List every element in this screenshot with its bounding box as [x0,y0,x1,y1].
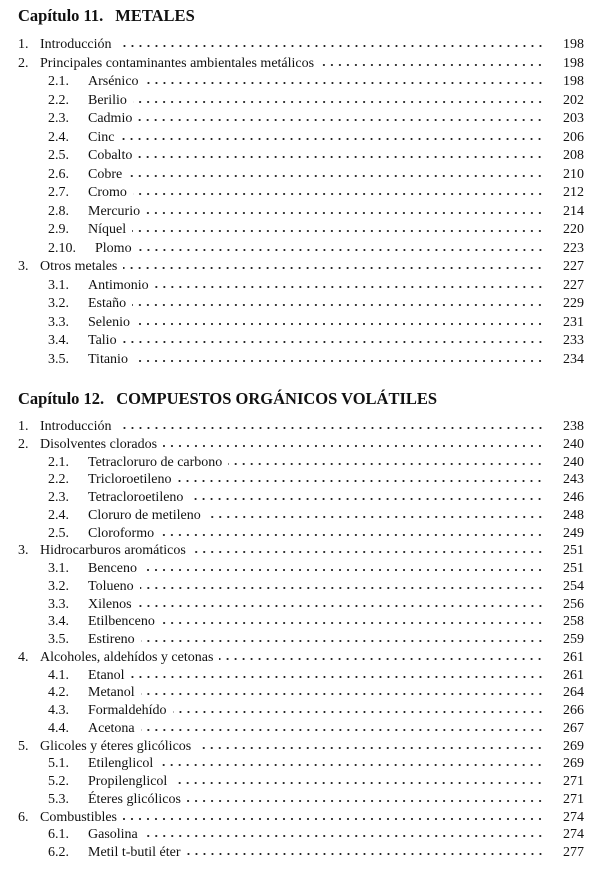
toc-entry [18,739,584,757]
page-number: 264 [563,685,584,701]
section-number: 4.3. [48,703,69,718]
section-title: Cloroformo [88,525,155,541]
section-title: Talio [88,333,117,348]
page-number: 269 [563,738,584,754]
toc-entry [18,526,584,544]
section-title: Etilbenceno [88,614,155,630]
page-number: 214 [563,203,584,219]
section-title: Estaño [88,296,127,311]
section-title: Acetona [88,720,135,736]
page-number: 206 [563,129,584,145]
section-title: Metil t-butil éter [88,845,181,860]
toc-entry [18,148,584,167]
dot-leader [138,248,544,252]
section-title: Antimonio [88,277,149,293]
dot-leader [197,746,544,750]
dot-leader [187,799,544,803]
page-number: 277 [563,845,584,860]
section-title: Plomo [95,240,132,256]
section-number: 4.1. [48,667,69,683]
section-title: Selenio [88,314,130,330]
page-number: 210 [563,166,584,182]
section-number: 5. [18,738,29,754]
section-number: 1. [18,37,29,52]
dot-leader [138,118,544,122]
section-number: 3.1. [48,561,69,576]
page-number: 202 [563,92,584,108]
section-number: 2.6. [48,166,69,182]
toc-entry [18,204,584,223]
toc-entry [18,579,584,597]
section-title: Etilenglicol [88,756,154,772]
dot-leader [177,479,544,483]
page-number: 249 [563,525,584,541]
section-title: Etanol [88,667,125,683]
toc-entry [18,130,584,149]
page-number: 251 [563,561,584,576]
section-number: 2.4. [48,507,69,523]
section-title: Cadmio [88,111,133,126]
section-title: Éteres glicólicos [88,791,181,807]
dot-leader [141,639,544,643]
dot-leader [141,692,544,696]
toc-entry [18,167,584,186]
chapter-title: METALES [115,6,195,25]
section-number: 3. [18,543,29,559]
section-number: 2.7. [48,185,69,200]
dot-leader [118,44,544,48]
page-number: 271 [563,774,584,789]
dot-leader [143,568,544,572]
dot-leader [161,621,544,625]
section-title: Introducción [40,419,112,434]
chapter-title: COMPUESTOS ORGÁNICOS VOLÁTILES [116,389,438,408]
section-title: Introducción [40,37,112,52]
section-title: Combustibles [40,809,118,825]
toc-entry [18,756,584,774]
section-number: 2.3. [48,111,69,126]
section-number: 6. [18,809,29,825]
section-number: 1. [18,419,29,434]
page-number: 234 [563,351,584,367]
toc-entry [18,685,584,703]
dot-leader [141,728,544,732]
toc-entry [18,241,584,260]
section-title: Tricloroetileno [88,472,172,488]
dot-leader [132,303,544,307]
toc-entry [18,597,584,615]
toc-entry [18,315,584,334]
toc-entry [18,827,584,845]
page-number: 208 [563,148,584,163]
section-number: 3.3. [48,314,69,330]
section-number: 3.1. [48,277,69,293]
section-number: 2.4. [48,129,69,145]
toc-entry [18,296,584,315]
page-number: 231 [563,314,584,330]
section-number: 2.1. [48,74,69,89]
page-number: 266 [563,703,584,718]
dot-leader [132,229,544,233]
dot-leader [134,359,544,363]
section-number: 2.10. [48,240,76,256]
toc-entry [18,703,584,721]
dot-leader [219,657,544,661]
dot-leader [123,340,544,344]
section-title: Tetracloroetileno [88,490,184,505]
page-number: 240 [563,436,584,452]
dot-leader [123,266,544,270]
section-title: Otros metales [40,259,118,274]
section-title: Estireno [88,632,135,647]
section-title: Benceno [88,561,137,576]
section-title: Cloruro de metileno [88,507,201,523]
section-title: Tolueno [88,578,134,594]
section-title: Xilenos [88,596,132,612]
chapter-11-heading [18,6,195,26]
dot-leader [138,604,544,608]
section-number: 2.5. [48,525,69,541]
dot-leader [192,550,544,554]
section-number: 4.4. [48,720,69,736]
section-number: 3.5. [48,632,69,647]
toc-entry [18,490,584,508]
page-number: 198 [563,37,584,52]
page-number: 256 [563,596,584,612]
chapter-label: Capítulo 12. [18,389,105,408]
section-number: 3.5. [48,351,69,367]
dot-leader [133,100,544,104]
page-number: 220 [563,222,584,237]
toc-entry [18,278,584,297]
toc-entry [18,111,584,130]
section-title: Metanol [88,685,135,701]
dot-leader [136,322,544,326]
toc-entry [18,37,584,56]
section-title: Principales contaminantes ambientales metálicos [40,55,315,71]
section-title: Formaldehído [88,703,167,718]
dot-leader [120,137,544,141]
toc-entry [18,614,584,632]
dot-leader [128,174,544,178]
section-title: Berilio [88,92,127,108]
section-number: 3.2. [48,578,69,594]
page-number: 223 [563,240,584,256]
dot-leader [144,834,544,838]
toc-entry [18,792,584,810]
section-title: Níquel [88,222,127,237]
section-title: Cromo [88,185,127,200]
dot-leader [207,515,544,519]
page-number: 243 [563,472,584,488]
page-number: 227 [563,277,584,293]
section-title: Propilenglicol [88,774,168,789]
section-title: Arsénico [88,74,139,89]
dot-leader [173,781,544,785]
dot-leader [155,285,544,289]
toc-entry [18,222,584,241]
section-number: 3.2. [48,296,69,311]
page-number: 248 [563,507,584,523]
section-title: Glicoles y éteres glicólicos [40,738,192,754]
chapter-label: Capítulo 11. [18,6,104,25]
section-title: Alcoholes, aldehídos y cetonas [40,649,214,665]
page-number: 258 [563,614,584,630]
page-number: 274 [563,827,584,843]
dot-leader [320,63,544,67]
toc-entry [18,185,584,204]
section-number: 5.2. [48,774,69,789]
dot-leader [133,192,544,196]
page-number: 198 [563,55,584,71]
section-number: 4.2. [48,685,69,701]
page-number: 251 [563,543,584,559]
section-title: Cobalto [88,148,133,163]
chapter-12-heading [18,389,437,409]
dot-leader [228,462,544,466]
dot-leader [140,586,544,590]
dot-leader [145,81,544,85]
toc-entry [18,93,584,112]
toc-entry [18,845,584,863]
section-title: Cobre [88,166,123,182]
section-number: 2.2. [48,92,69,108]
toc-entry [18,668,584,686]
dot-leader [118,426,544,430]
section-number: 2.2. [48,472,69,488]
section-number: 2.3. [48,490,69,505]
section-title: Hidrocarburos aromáticos [40,543,186,559]
dot-leader [138,155,544,159]
section-number: 3.4. [48,614,69,630]
toc-entry [18,419,584,437]
dot-leader [189,497,544,501]
section-title: Tetracloruro de carbono [88,454,223,470]
section-number: 2.8. [48,203,69,219]
dot-leader [123,817,544,821]
toc-entry [18,74,584,93]
page-number: 274 [563,809,584,825]
page-number: 271 [563,791,584,807]
dot-leader [160,533,544,537]
toc-entry [18,632,584,650]
section-number: 2.9. [48,222,69,237]
toc-entry [18,259,584,278]
toc-entry [18,650,584,668]
toc-entry [18,455,584,473]
toc-entry [18,472,584,490]
section-number: 2.1. [48,454,69,470]
page-number: 240 [563,454,584,470]
dot-leader [159,763,544,767]
section-number: 2. [18,436,29,452]
toc-entry [18,543,584,561]
toc-entry [18,508,584,526]
page-number: 203 [563,111,584,126]
page-number: 198 [563,74,584,89]
page-number: 269 [563,756,584,772]
toc-entry [18,810,584,828]
page-number: 212 [563,185,584,200]
page-number: 238 [563,419,584,434]
page-number: 267 [563,720,584,736]
chapter-11-contents [18,37,584,370]
dot-leader [187,852,544,856]
section-number: 3.4. [48,333,69,348]
page-number: 227 [563,259,584,274]
page-number: 259 [563,632,584,647]
dot-leader [163,444,544,448]
section-number: 6.2. [48,845,69,860]
section-title: Mercurio [88,203,141,219]
section-title: Gasolina [88,827,138,843]
section-title: Cinc [88,129,115,145]
page-number: 229 [563,296,584,311]
section-number: 2.5. [48,148,69,163]
dot-leader [131,675,544,679]
section-title: Disolventes clorados [40,436,158,452]
page-number: 254 [563,578,584,594]
toc-entry [18,774,584,792]
page-number: 246 [563,490,584,505]
toc-entry [18,721,584,739]
dot-leader [146,211,544,215]
section-title: Titanio [88,351,128,367]
section-number: 2. [18,55,29,71]
toc-entry [18,437,584,455]
toc-entry [18,352,584,371]
page-number: 261 [563,649,584,665]
section-number: 5.1. [48,756,69,772]
page-number: 261 [563,667,584,683]
dot-leader [173,710,544,714]
section-number: 3. [18,259,29,274]
chapter-12-contents [18,419,584,863]
toc-entry [18,333,584,352]
toc-entry [18,56,584,75]
section-number: 5.3. [48,791,69,807]
toc-entry [18,561,584,579]
section-number: 3.3. [48,596,69,612]
section-number: 6.1. [48,827,69,843]
page-number: 233 [563,333,584,348]
section-number: 4. [18,649,29,665]
